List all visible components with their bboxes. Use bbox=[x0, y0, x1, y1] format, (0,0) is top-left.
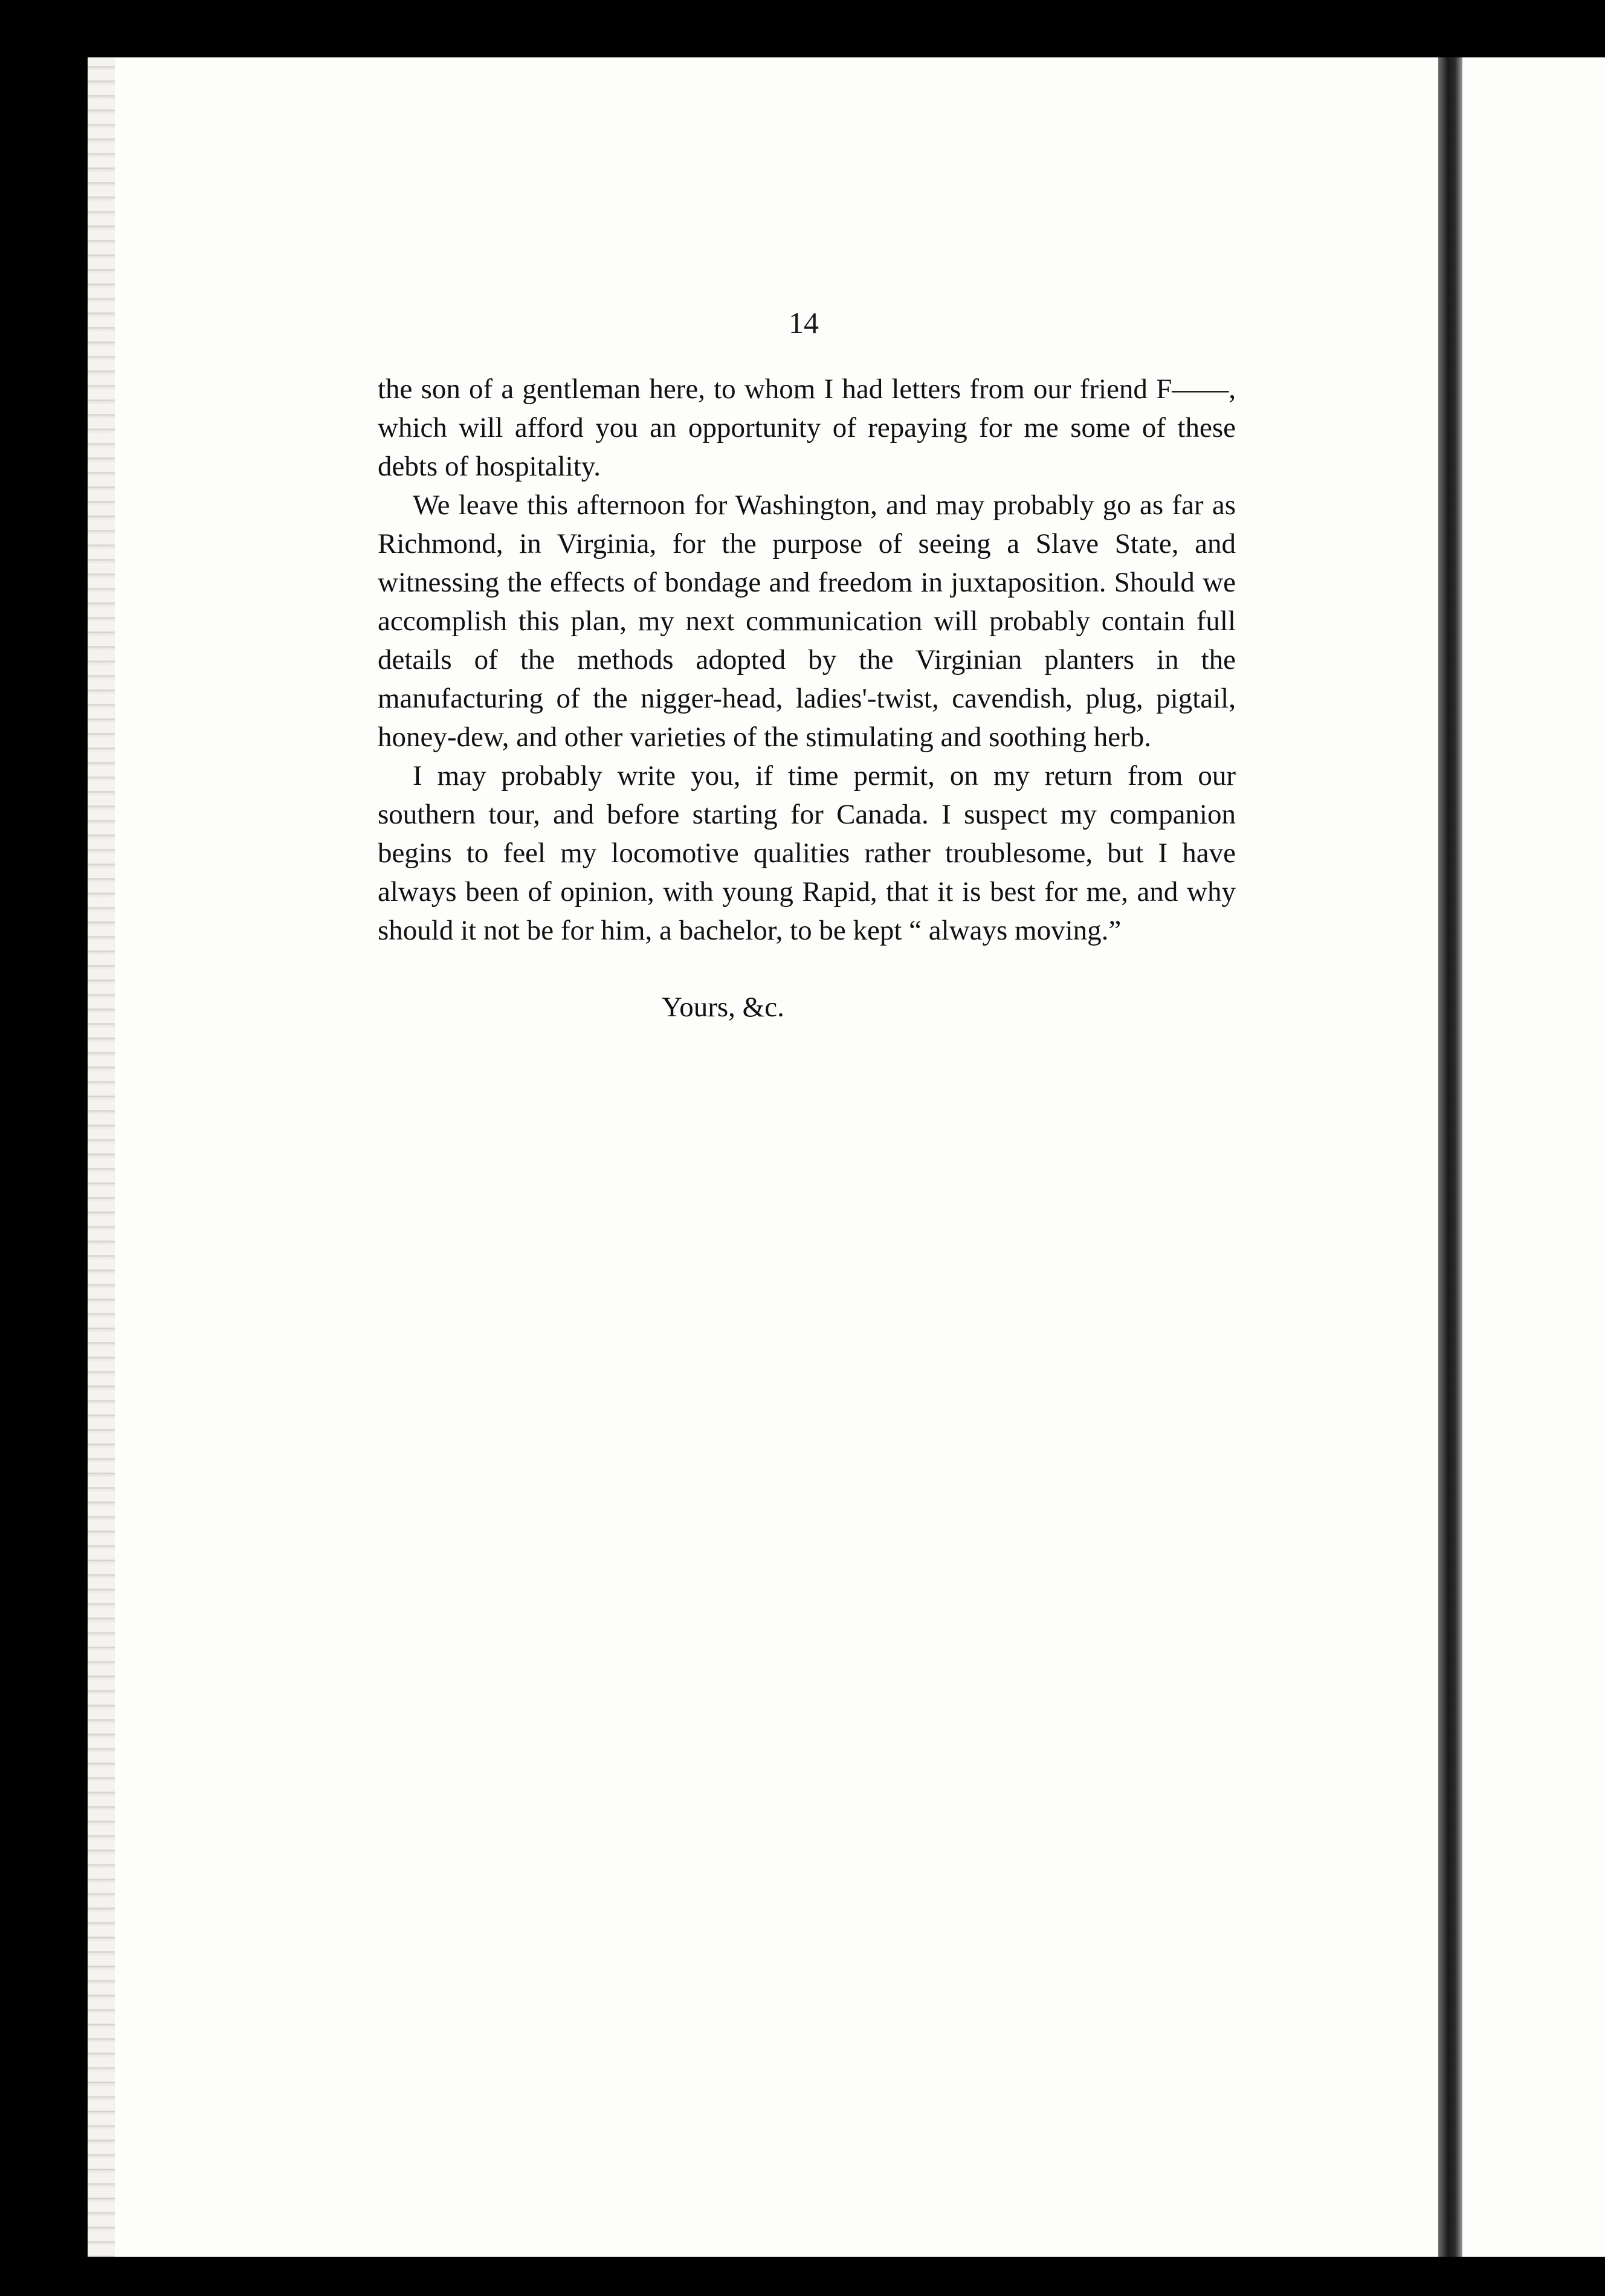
page-edge bbox=[88, 57, 115, 2257]
book-gutter bbox=[1438, 57, 1462, 2257]
letter-signoff: Yours, &c. bbox=[662, 992, 784, 1023]
paragraph: the son of a gentleman here, to whom I had letters from our friend F——, which will afford you an opportunity of repaying for me some of these debts of hospitality. bbox=[378, 373, 1236, 482]
body-text bbox=[378, 370, 1236, 950]
facing-page bbox=[1462, 57, 1605, 2257]
page-number: 14 bbox=[789, 306, 819, 340]
paragraph: We leave this afternoon for Washington, and may probably go as far as Richmond, in Virginia, for the purpose of seeing a Slave State, and witnessing the effects of bondage and freedom in juxtaposition. Should we accomplish this plan, my next communication will probably contain full details of the methods adopted by the Virginian planters in the manufacturing of the nigger-head, ladies'-twist, cavendish, plug, pigtail, honey-dew, and other varieties of the stimulating and soothing herb. bbox=[378, 489, 1236, 753]
paragraph: I may probably write you, if time permit, on my return from our southern tour, and before starting for Canada. I suspect my companion begins to feel my locomotive qualities rather troublesome, but I have always been of opinion, with young Rapid, that it is best for me, and why should it not be for him, a bachelor, to be kept “ always moving.” bbox=[378, 760, 1236, 946]
